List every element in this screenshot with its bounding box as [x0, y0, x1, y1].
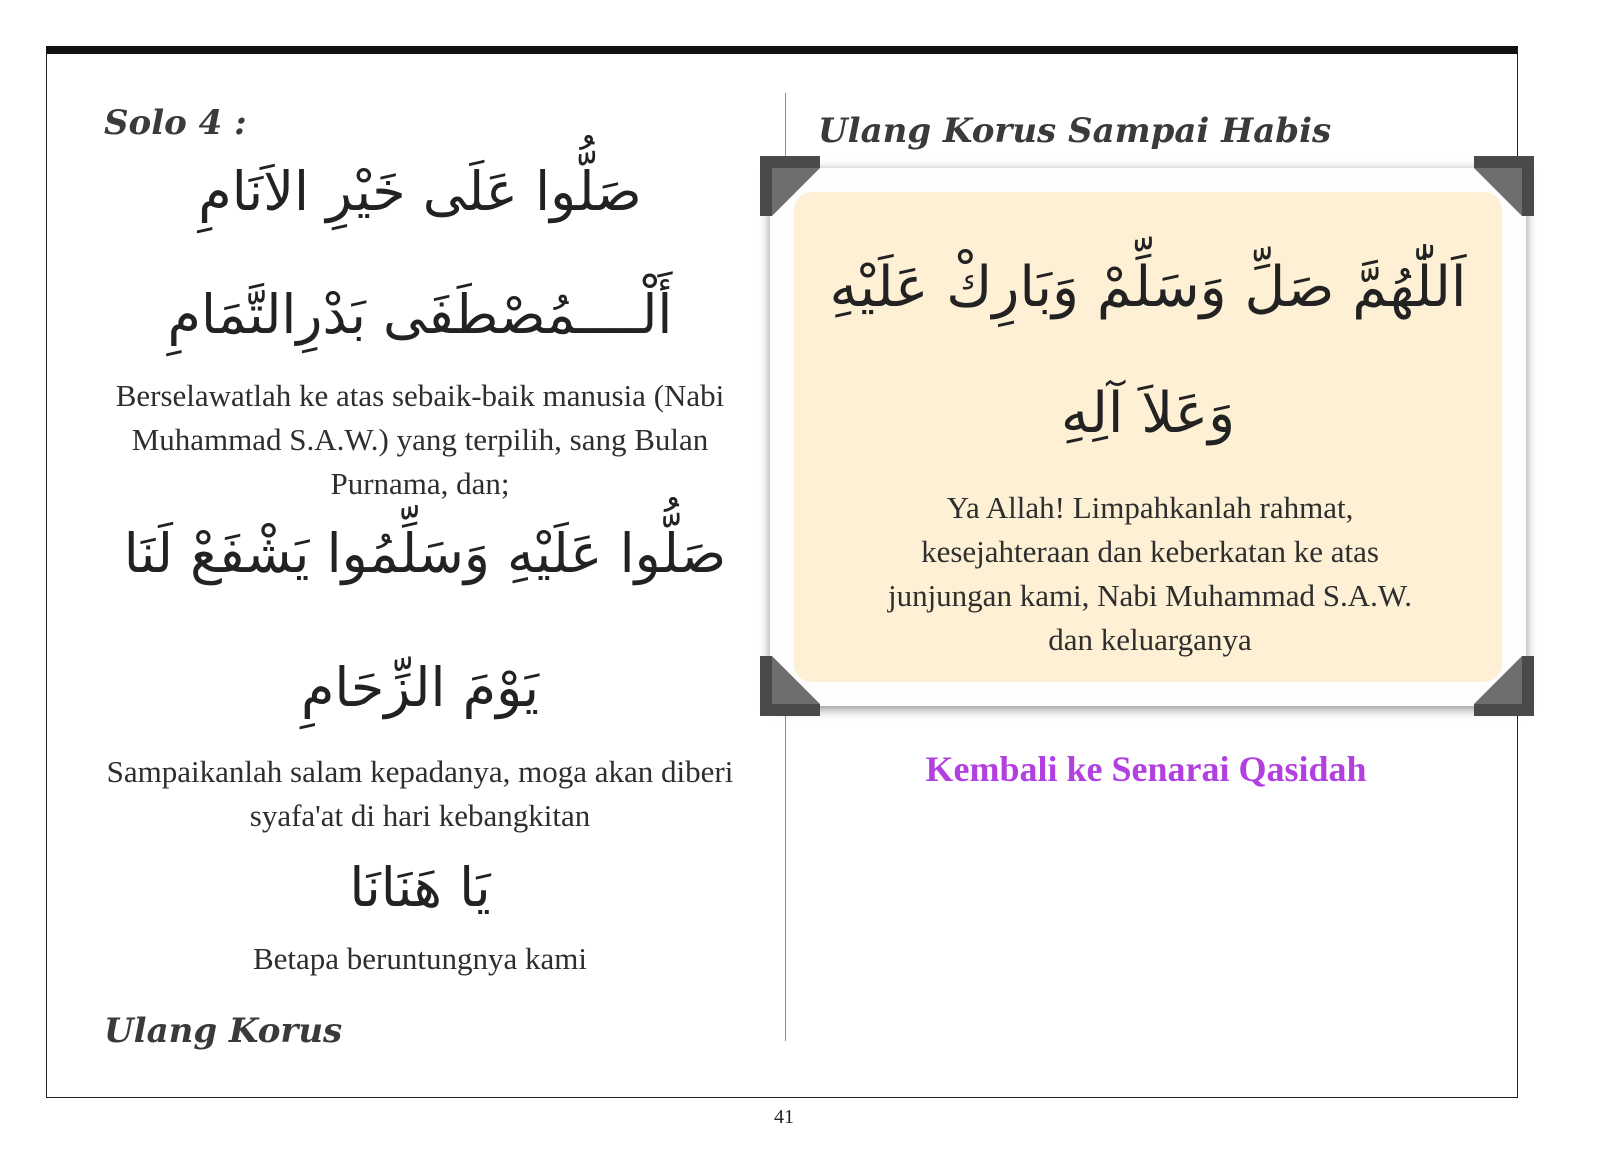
translation-3: Betapa beruntungnya kami — [252, 941, 587, 976]
solo-heading: Solo 4 : — [104, 103, 247, 143]
page-number: 41 — [774, 1106, 794, 1128]
chorus-arabic-1: اَللّٰهُمَّ صَلِّ وَسَلِّمْ وَبَارِكْ عَلَيْهِ — [829, 255, 1467, 320]
arabic-verse-3: صَلُّوا عَلَيْهِ وَسَلِّمُوا يَشْفَعْ لَنَا — [123, 522, 727, 585]
translation-2: Sampaikanlah salam kepadanya, moga akan diberi syafa'at di hari kebangkitan — [106, 754, 734, 833]
photo-corner-top-right-icon — [1474, 156, 1534, 216]
arabic-verse-2: أَلْــــمُصْطَفَى بَدْرِالتَّمَامِ — [167, 283, 673, 346]
photo-corner-bottom-left-icon — [760, 656, 820, 716]
photo-corner-bottom-right-icon — [1474, 656, 1534, 716]
back-to-qasidah-list-link[interactable]: Kembali ke Senarai Qasidah — [925, 749, 1367, 789]
chorus-translation: Ya Allah! Limpahkanlah rahmat, kesejahteraan dan keberkatan ke atas junjungan kami, Nabi Muhammad S.A.W. dan keluarganya — [887, 490, 1413, 657]
chorus-arabic-2: وَعَلاَ آلِهِ — [1060, 381, 1236, 446]
translation-1: Berselawatlah ke atas sebaik-baik manusia (Nabi Muhammad S.A.W.) yang terpilih, sang Bulan Purnama, dan; — [115, 378, 725, 501]
arabic-verse-5: يَا هَنَانَا — [349, 856, 491, 919]
repeat-chorus-until-end-heading: Ulang Korus Sampai Habis — [818, 111, 1332, 151]
photo-corner-top-left-icon — [760, 156, 820, 216]
arabic-verse-1: صَلُّوا عَلَى خَيْرِ الاَنَامِ — [198, 160, 642, 223]
arabic-verse-4: يَوْمَ الزِّحَامِ — [300, 656, 540, 719]
repeat-chorus-heading: Ulang Korus — [104, 1011, 343, 1051]
